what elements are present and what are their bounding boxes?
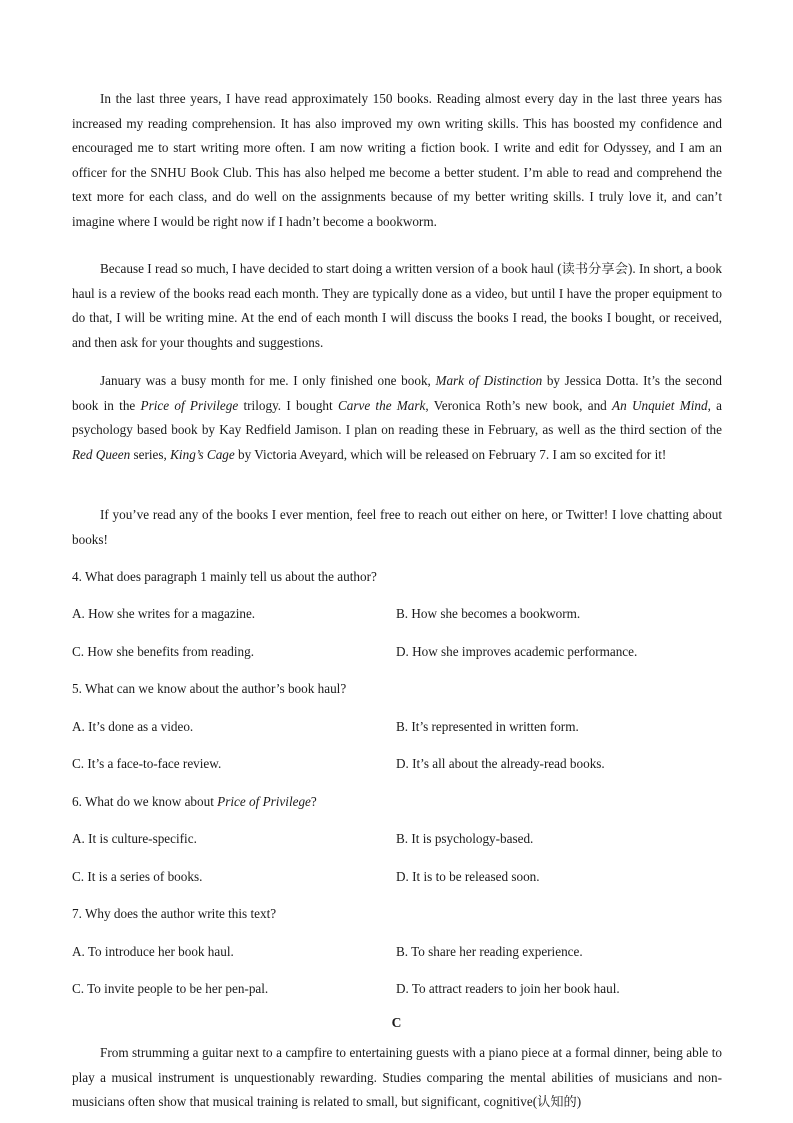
- question-7-option-a[interactable]: A. To introduce her book haul.: [72, 944, 234, 959]
- question-6-stem: 6. What do we know about Price of Privilege?: [72, 794, 317, 809]
- question-5-option-c[interactable]: C. It’s a face-to-face review.: [72, 756, 222, 771]
- passage-paragraph-1: In the last three years, I have read approximately 150 books. Reading almost every day in the last three years has increased my reading comprehension. It has also improved my own writing skills. This has boosted my confidence and encouraged me to start writing more often. I am now writing a fiction book. I write and edit for Odyssey, and I am an officer for the SNHU Book Club. This has also helped me become a better student. I’m able to read and comprehend the text more for each class, and do well on the assignments because of my better writing skills. I truly love it, and can’t imagine where I would be right now if I hadn’t become a bookworm.: [72, 91, 722, 229]
- question-5-option-b[interactable]: B. It’s represented in written form.: [396, 719, 579, 734]
- book-title-price-of-privilege: Price of Privilege: [140, 397, 239, 413]
- book-title-kings-cage: King’s Cage: [170, 446, 235, 462]
- question-4-option-b[interactable]: B. How she becomes a bookworm.: [396, 606, 581, 621]
- question-7-option-c[interactable]: C. To invite people to be her pen-pal.: [72, 981, 269, 996]
- question-5-option-d[interactable]: D. It’s all about the already-read books.: [396, 756, 605, 771]
- book-title-red-queen: Red Queen: [72, 446, 131, 462]
- question-7-option-b[interactable]: B. To share her reading experience.: [396, 944, 583, 959]
- question-4-option-c[interactable]: C. How she benefits from reading.: [72, 644, 255, 659]
- question-7-option-d[interactable]: D. To attract readers to join her book haul.: [396, 981, 620, 996]
- question-7-stem: 7. Why does the author write this text?: [72, 906, 277, 921]
- section-c-heading: C: [391, 1015, 402, 1030]
- book-title-an-unquiet-mind: An Unquiet Mind: [612, 397, 708, 413]
- question-6-option-c[interactable]: C. It is a series of books.: [72, 869, 203, 884]
- passage-paragraph-2: Because I read so much, I have decided to start doing a written version of a book haul (读书分享会). In short, a book haul is a review of the books read each month. They are typically done as a video, but until I have the proper equipment to do that, I will be writing mine. At the end of each month I will discuss the books I read, the books I bought, or received, and then ask for your thoughts and suggestions.: [72, 261, 722, 350]
- question-5-stem: 5. What can we know about the author’s book haul?: [72, 681, 347, 696]
- question-5-option-a[interactable]: A. It’s done as a video.: [72, 719, 194, 734]
- question-6-option-d[interactable]: D. It is to be released soon.: [396, 869, 540, 884]
- question-4-option-a[interactable]: A. How she writes for a magazine.: [72, 606, 256, 621]
- question-6-option-a[interactable]: A. It is culture-specific.: [72, 831, 197, 846]
- passage-paragraph-3: January was a busy month for me. I only finished one book, Mark of Distinction by Jessica Dotta. It’s the second book in the Price of Privilege trilogy. I bought Carve the Mark, Veronica Roth’s new book, and An Unquiet Mind, a psychology based book by Kay Redfield Jamison. I plan on reading these in February, as well as the third section of the Red Queen series, King’s Cage by Victoria Aveyard, which will be released on February 7. I am so excited for it!: [72, 373, 723, 462]
- book-title-mark-of-distinction: Mark of Distinction: [435, 373, 543, 388]
- section-c-paragraph-1: From strumming a guitar next to a campfire to entertaining guests with a piano piece at a formal dinner, being able to play a musical instrument is unquestionably rewarding. Studies comparing the mental abilities of musicians and non-musicians often show that musical training is related to small, but significant, cognitive(认知的): [72, 1045, 722, 1110]
- question-6-option-b[interactable]: B. It is psychology-based.: [396, 831, 534, 846]
- question-4-stem: 4. What does paragraph 1 mainly tell us about the author?: [72, 569, 377, 584]
- question-4-option-d[interactable]: D. How she improves academic performance.: [396, 644, 638, 659]
- book-title-carve-the-mark: Carve the Mark: [337, 397, 426, 413]
- passage-paragraph-4: If you’ve read any of the books I ever mention, feel free to reach out either on here, or Twitter! I love chatting about books!: [72, 507, 722, 547]
